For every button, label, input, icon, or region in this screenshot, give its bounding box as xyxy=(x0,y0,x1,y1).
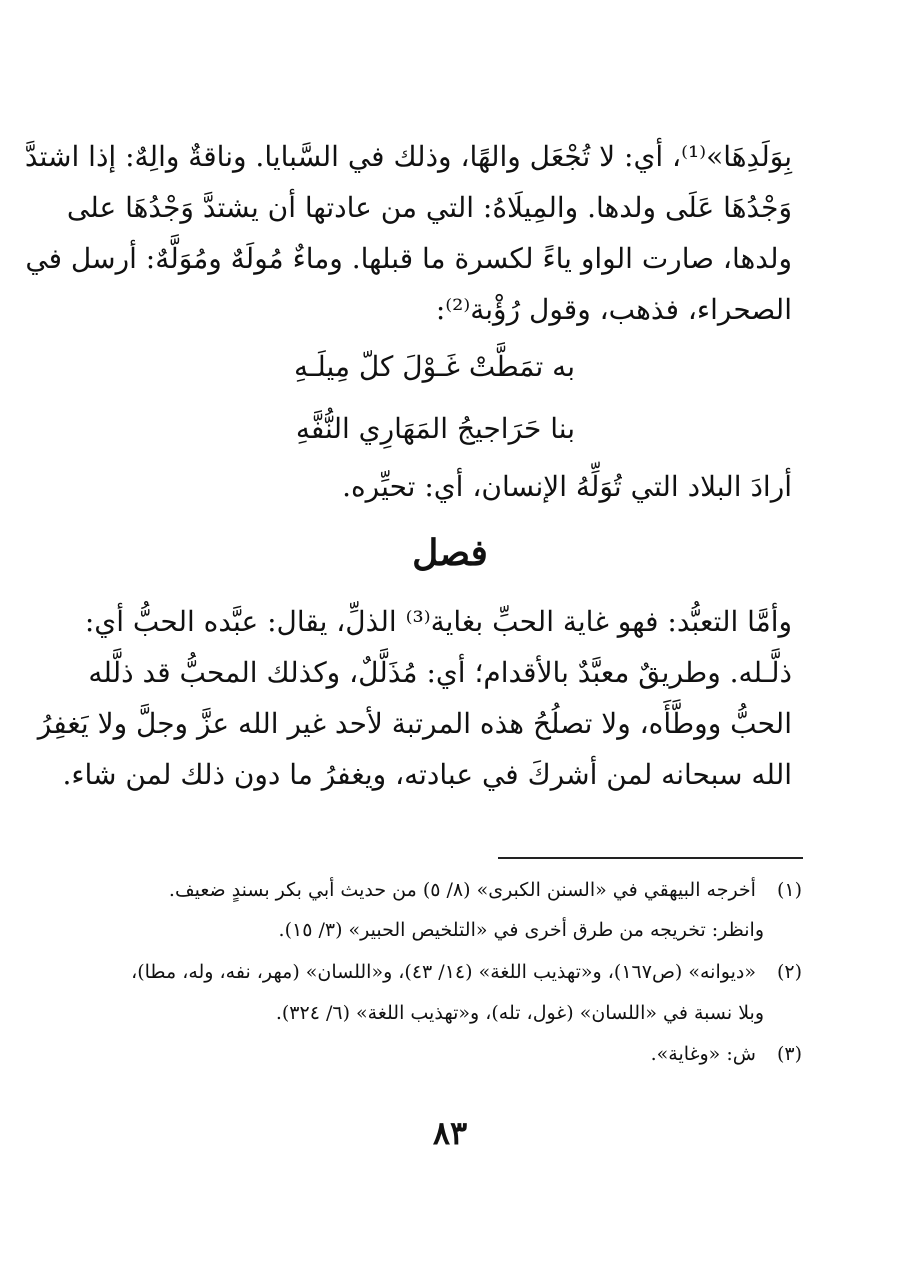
body-line-6: وأمَّا التعبُّد: فهو غاية الحبِّ بغاية⁽³⁾ الذلِّ، يقال: عبَّده الحبُّ أي: xyxy=(84,605,792,638)
body-line-8: الحبُّ ووطَّأَه، ولا تصلُحُ هذه المرتبة لأحد غير الله عزَّ وجلَّ ولا يَغفِرُ xyxy=(37,707,792,740)
footnote-number: (٢) xyxy=(776,961,802,983)
poetry-verse-2: بنا حَرَاجيجُ المَهَارِي النُّفَّهِ xyxy=(295,412,575,445)
body-line-9: الله سبحانه لمن أشركَ في عبادته، ويغفرُ ما دون ذلك لمن شاء. xyxy=(62,758,792,791)
body-line-2: وَجْدُهَا عَلَى ولدها. والمِيلَاهُ: التي من عادتها أن يشتدَّ وَجْدُهَا على xyxy=(66,191,792,224)
footnote-number: (٣) xyxy=(776,1043,802,1065)
body-line-5: أرادَ البلاد التي تُوَلِّهُ الإنسان، أي: تحيِّره. xyxy=(342,470,792,503)
footnote-1-line-2: وانظر: تخريجه من طرق أخرى في «التلخيص الحبير» (٣/ ١٥). xyxy=(278,919,764,941)
section-heading: فصل xyxy=(412,532,488,574)
footnote-number: (١) xyxy=(776,879,802,901)
body-line-4: الصحراء، فذهب، وقول رُؤْبة⁽²⁾: xyxy=(435,293,792,326)
footnote-text: «ديوانه» (ص١٦٧)، و«تهذيب اللغة» (١٤/ ٤٣)، و«اللسان» (مهر، نفه، وله، مطا)، xyxy=(131,961,756,983)
footnote-text: أخرجه البيهقي في «السنن الكبرى» (٨/ ٥) من حديث أبي بكر بسندٍ ضعيف. xyxy=(168,879,756,901)
footnote-separator xyxy=(498,857,803,859)
body-line-1: بِوَلَدِهَا»⁽¹⁾، أي: لا تُجْعَل والهًا، وذلك في السَّبايا. وناقةٌ والِهٌ: إذا اشتدَّ xyxy=(24,140,792,173)
footnote-2-line-2: وبلا نسبة في «اللسان» (غول، تله)، و«تهذيب اللغة» (٦/ ٣٢٤). xyxy=(275,1002,764,1024)
body-line-3: ولدها، صارت الواو ياءً لكسرة ما قبلها. وماءٌ مُولَهٌ ومُوَلَّهٌ: أرسل في xyxy=(25,242,792,275)
body-line-7: ذلَّـله. وطريقٌ معبَّدٌ بالأقدام؛ أي: مُذَلَّلٌ، وكذلك المحبُّ قد ذلَّله xyxy=(88,656,792,689)
footnote-2-line-1 xyxy=(112,955,802,989)
footnote-3-line-1 xyxy=(112,1037,802,1071)
footnote-1-line-1 xyxy=(112,873,802,907)
footnote-text: ش: «وغاية». xyxy=(650,1043,756,1065)
page-number: ٨٣ xyxy=(432,1114,468,1152)
poetry-verse-1: به تمَطَّتْ غَـوْلَ كلّ مِيلَـهِ xyxy=(294,350,575,383)
